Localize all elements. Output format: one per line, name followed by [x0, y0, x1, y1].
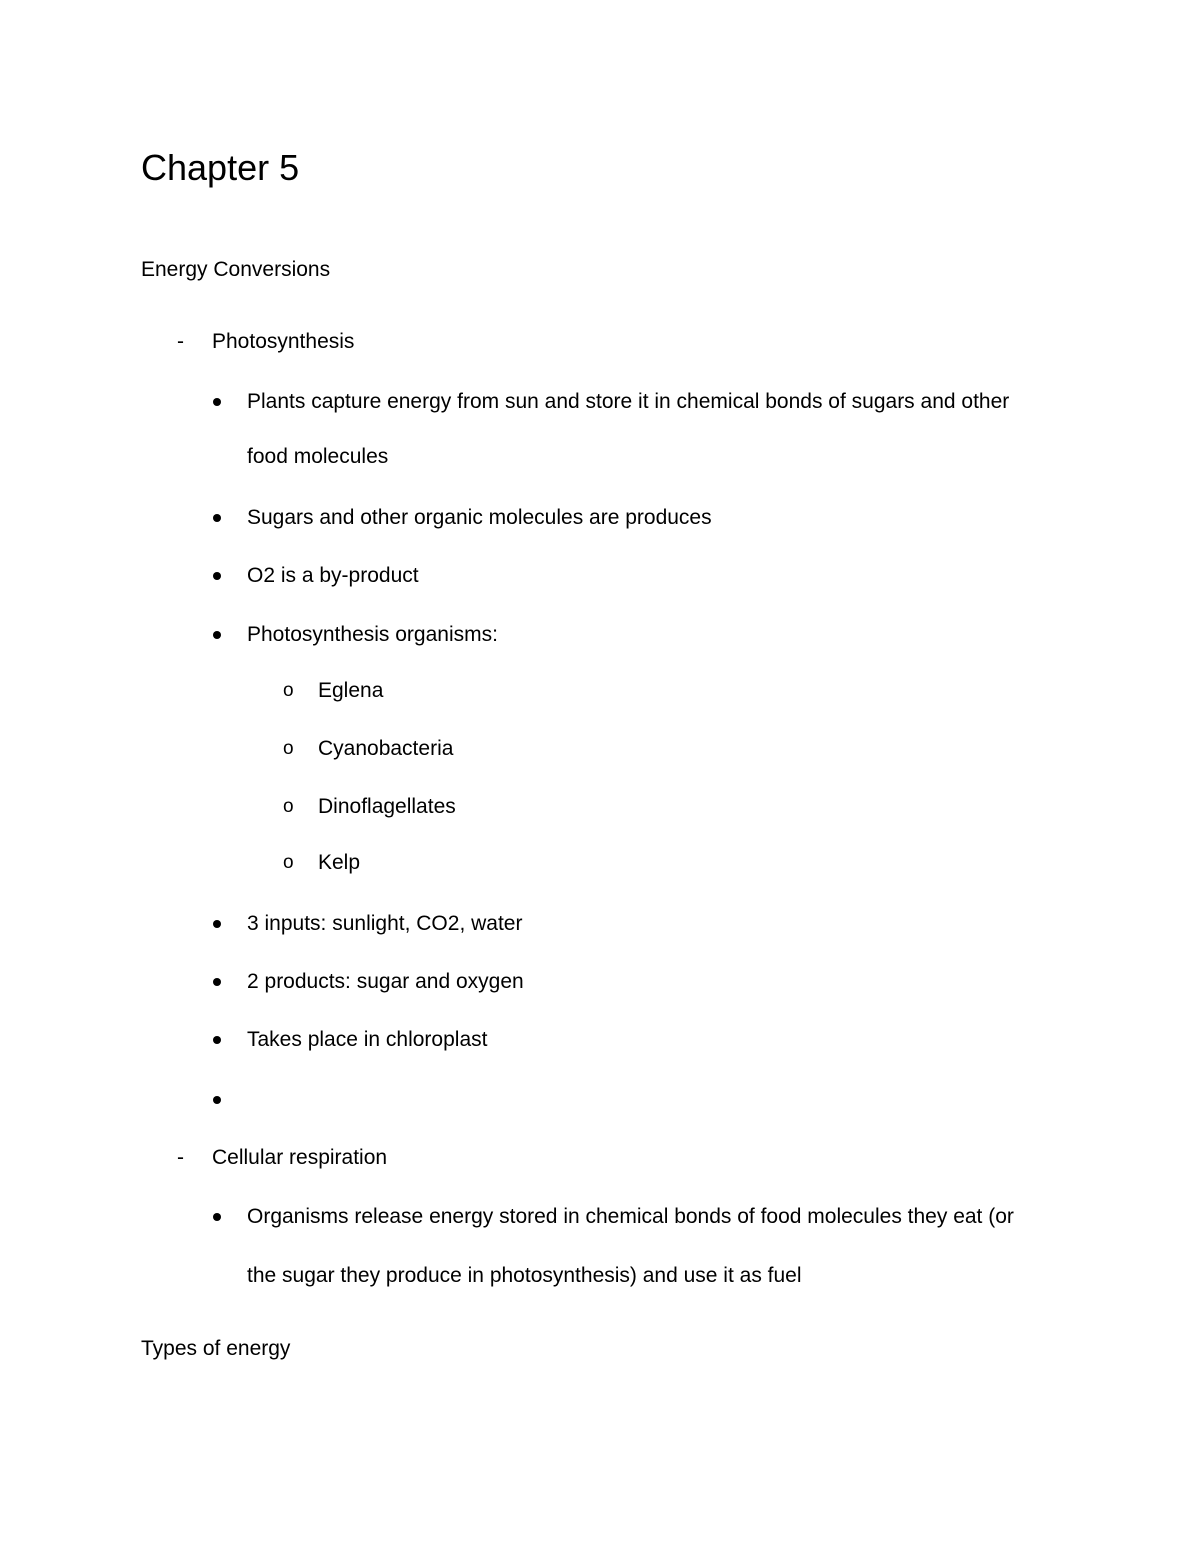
page-title: Chapter 5	[141, 147, 300, 188]
section-heading-types-of-energy: Types of energy	[141, 1337, 291, 1360]
sub-list-item: Cyanobacteria	[318, 737, 454, 760]
list-item-photosynthesis: Photosynthesis	[212, 330, 355, 353]
sub-list-item: Eglena	[318, 679, 384, 702]
list-item: 3 inputs: sunlight, CO2, water	[247, 912, 523, 935]
bullet-marker	[213, 920, 221, 928]
list-item: Takes place in chloroplast	[247, 1028, 488, 1051]
list-item: 2 products: sugar and oxygen	[247, 970, 524, 993]
list-item-continuation: food molecules	[247, 445, 389, 468]
bullet-marker	[213, 514, 221, 522]
list-item-cellular-respiration: Cellular respiration	[212, 1146, 388, 1169]
sub-bullet-marker: o	[283, 796, 294, 817]
list-item-continuation: the sugar they produce in photosynthesis) and use it as fuel	[247, 1264, 802, 1287]
sub-bullet-marker: o	[283, 738, 294, 759]
sub-bullet-marker: o	[283, 680, 294, 701]
list-item: Organisms release energy stored in chemical bonds of food molecules they eat (or	[247, 1205, 1014, 1228]
sub-bullet-marker: o	[283, 852, 294, 873]
list-item: O2 is a by-product	[247, 564, 419, 587]
dash-marker: -	[177, 330, 184, 353]
list-item: Photosynthesis organisms:	[247, 623, 498, 646]
list-item: Sugars and other organic molecules are produces	[247, 506, 712, 529]
bullet-marker-empty-item	[213, 1096, 221, 1104]
sub-list-item: Dinoflagellates	[318, 795, 456, 818]
bullet-marker	[213, 1036, 221, 1044]
sub-list-item: Kelp	[318, 851, 361, 874]
bullet-marker	[213, 978, 221, 986]
bullet-marker	[213, 631, 221, 639]
bullet-marker	[213, 572, 221, 580]
section-heading-energy-conversions: Energy Conversions	[141, 258, 331, 281]
list-item: Plants capture energy from sun and store it in chemical bonds of sugars and other	[247, 390, 1010, 413]
dash-marker: -	[177, 1146, 184, 1169]
bullet-marker	[213, 398, 221, 406]
bullet-marker	[213, 1213, 221, 1221]
